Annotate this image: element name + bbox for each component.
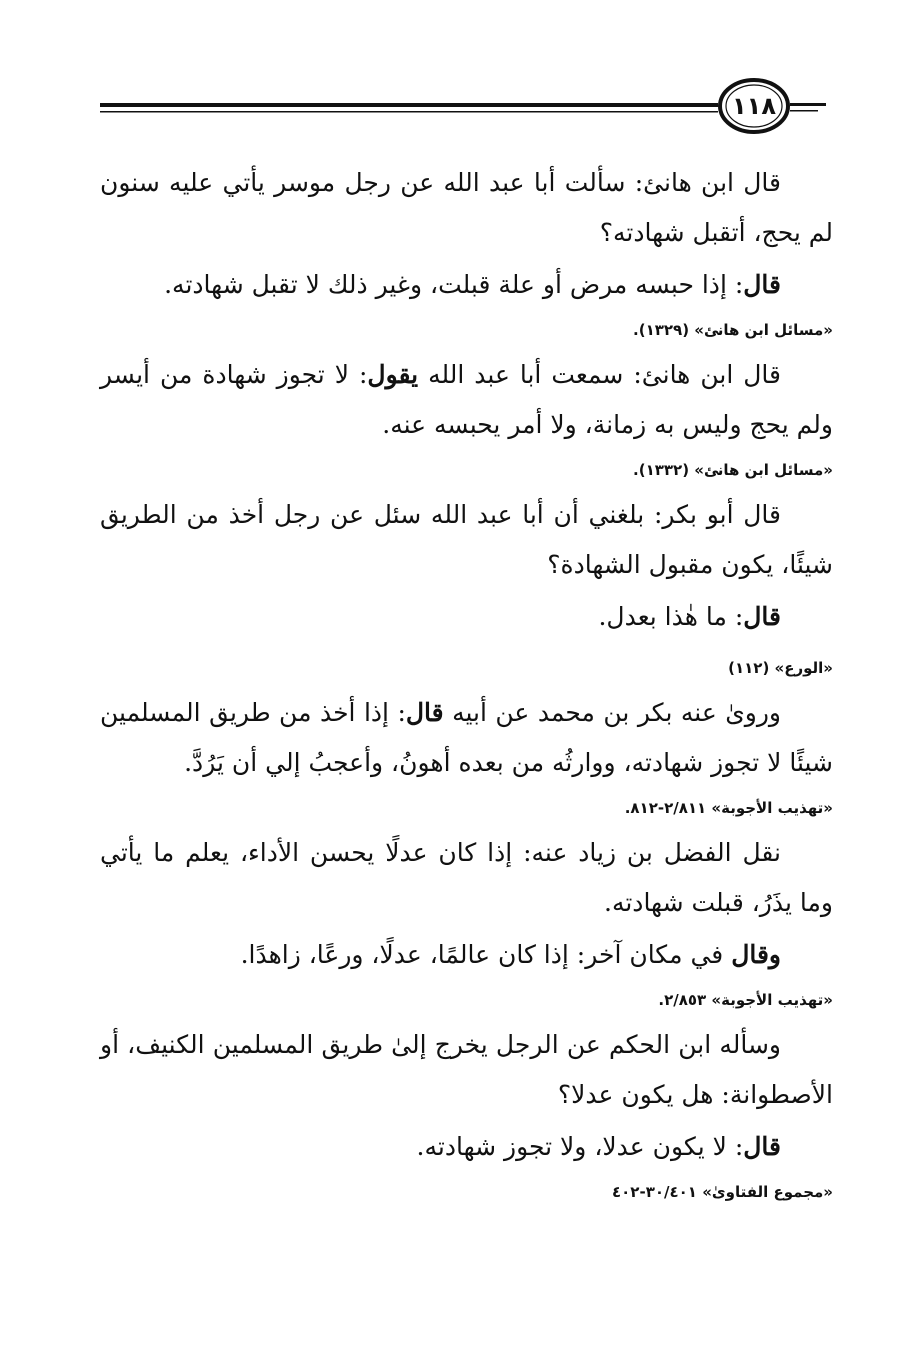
answer-text: : ما هٰذا بعدل. xyxy=(598,602,744,631)
paragraph: نقل الفضل بن زياد عنه: إذا كان عدلًا يحسن الأداء، يعلم ما يأتي وما يذَرُ، قبلت شهادته. xyxy=(100,838,833,917)
header-rule-thin xyxy=(100,111,718,113)
paragraph-bold-word: يقول xyxy=(367,360,419,389)
page-body xyxy=(100,158,833,1212)
answer-label: وقال xyxy=(731,940,781,969)
header-rule-right-thick xyxy=(790,103,826,106)
source-reference: «الورع» (١١٢) xyxy=(728,659,833,677)
paragraph-text-after: : إذا أخذ من طريق المسلمين شيئًا لا تجوز شهادته، ووارثُه من بعده أهونُ، وأعجبُ إلي أن يَرُدَّ. xyxy=(100,698,833,777)
answer-text: في مكان آخر: إذا كان عالمًا، عدلًا، ورعًا، زاهدًا. xyxy=(240,940,732,969)
source-reference: «مجموع الفتاوىٰ» ٣٠/٤٠١-٤٠٢ xyxy=(612,1183,833,1201)
answer-label: قال xyxy=(743,1132,781,1161)
paragraph-text-after: : لا تجوز شهادة من أيسر ولم يحج وليس به زمانة، ولا أمر يحبسه عنه. xyxy=(100,360,833,439)
source-reference: «مسائل ابن هانئ» (١٣٣٢). xyxy=(633,461,833,479)
paragraph: قال أبو بكر: بلغني أن أبا عبد الله سئل عن رجل أخذ من الطريق شيئًا، يكون مقبول الشهادة؟ xyxy=(100,500,833,579)
paragraph-text-before: وروىٰ عنه بكر بن محمد عن أبيه xyxy=(443,698,782,727)
header-rule-thick xyxy=(100,103,718,107)
answer-text: : لا يكون عدلا، ولا تجوز شهادته. xyxy=(416,1132,744,1161)
page-header xyxy=(100,76,830,136)
paragraph xyxy=(100,350,833,450)
paragraph-bold-word: قال xyxy=(405,698,444,727)
header-rule-right-thin xyxy=(790,110,818,112)
answer-paragraph xyxy=(100,592,833,642)
source-reference: «تهذيب الأجوبة» ٢/٨١١-٨١٢. xyxy=(624,799,833,817)
paragraph: قال ابن هانئ: سألت أبا عبد الله عن رجل موسر يأتي عليه سنون لم يحج، أتقبل شهادته؟ xyxy=(100,168,833,247)
source-reference: «مسائل ابن هانئ» (١٣٢٩). xyxy=(633,321,833,339)
paragraph-text-before: قال ابن هانئ: سمعت أبا عبد الله xyxy=(418,360,781,389)
source-reference: «تهذيب الأجوبة» ٢/٨٥٣. xyxy=(658,991,833,1009)
answer-label: قال xyxy=(743,270,781,299)
answer-paragraph xyxy=(100,930,833,980)
header-rule-ornament xyxy=(100,76,830,136)
answer-label: قال xyxy=(743,602,781,631)
answer-text: : إذا حبسه مرض أو علة قبلت، وغير ذلك لا تقبل شهادته. xyxy=(164,270,744,299)
paragraph xyxy=(100,688,833,788)
paragraph: وسأله ابن الحكم عن الرجل يخرج إلىٰ طريق المسلمين الكنيف، أو الأصطوانة: هل يكون عدلا؟ xyxy=(100,1030,833,1109)
answer-paragraph xyxy=(100,1122,833,1172)
page-number: ١١٨ xyxy=(732,92,776,120)
answer-paragraph xyxy=(100,260,833,310)
